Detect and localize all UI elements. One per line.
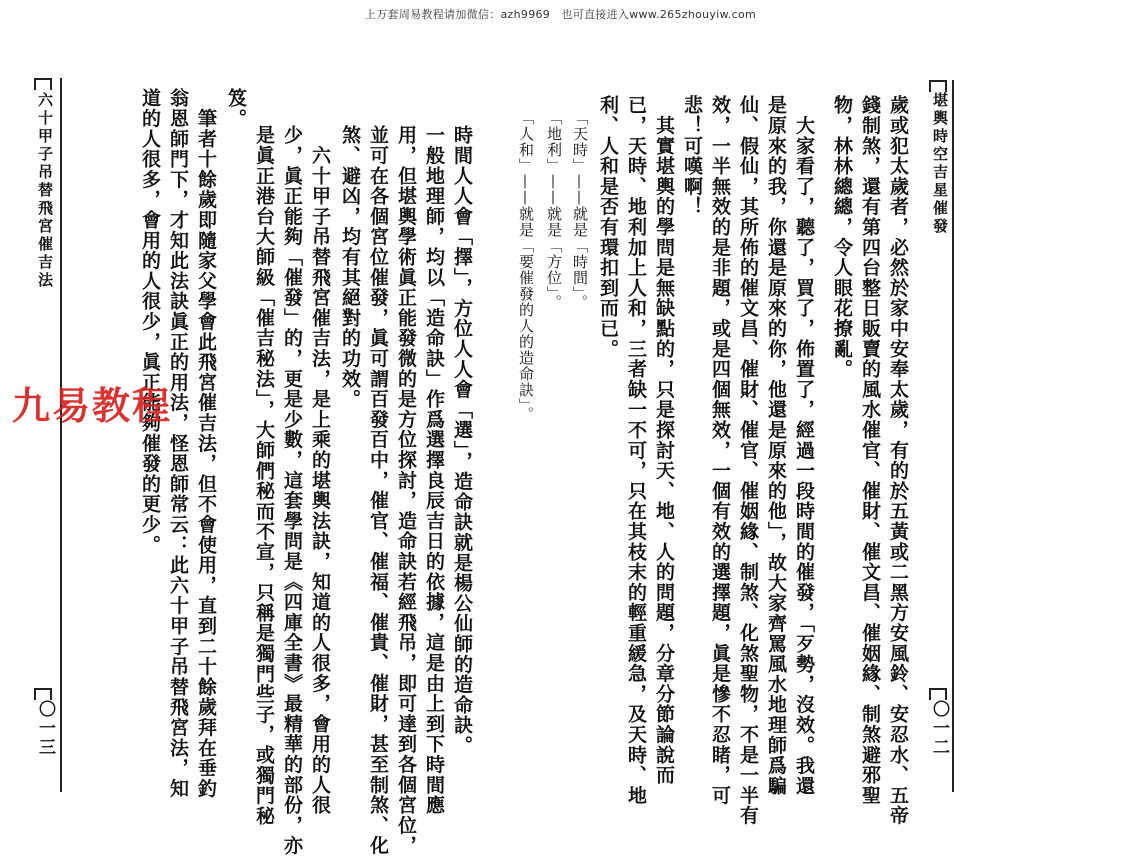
text-column: 筆者十餘歲即隨家父學會此飛宮催吉法，但不會使用，直到二十餘歲拜在垂釣 — [195, 88, 217, 799]
text-column: 一般地理師，均以「造命訣」作爲選擇良辰吉日的依據，這是由上到下時間應 — [423, 125, 445, 816]
text-column: 是眞正港台大師級「催吉秘法」，大師們秘而不宣，只稱是獨門些子，或獨門秘 — [253, 125, 275, 826]
watermark-logo: 九易教程 — [12, 384, 173, 428]
text-column: 仙、假仙，其所佈的催文昌、催財、催官、催姻緣、制煞、化煞聖物，不是一半有 — [737, 95, 759, 826]
header-corner-mark — [929, 80, 947, 92]
text-column: 「天時」——就是「時間」。 — [571, 110, 589, 311]
text-column: 煞、避凶，均有其絕對的功效。 — [339, 125, 361, 410]
text-column: 利、人和是否有環扣到而已。 — [597, 95, 619, 359]
right-page-rule — [952, 80, 954, 792]
text-column: 用，但堪輿學術眞正能發微的是方位探討，造命訣若經飛吊，即可達到各個宮位， — [395, 125, 417, 856]
page-number-corner-mark — [929, 688, 947, 700]
text-column: 物，林林總總，令人眼花撩亂。 — [831, 95, 853, 380]
text-column: 道的人很多，會用的人很少，眞正能夠催發的更少。 — [139, 88, 161, 555]
text-column: 已，天時、地利加上人和，三者缺一不可，只在其枝末的輕重緩急，及天時、地 — [625, 95, 647, 806]
text-column: 悲！可嘆啊！ — [681, 95, 703, 217]
right-page-header: 堪輿時空吉星催發 — [931, 92, 949, 236]
text-column: 並可在各個宮位催發，眞可謂百發百中，催官、催福、催貴、催財，甚至制煞、化 — [367, 125, 389, 856]
text-column: 歲或犯太歲者，必然於家中安奉太歲，有的於五黃或二黑方安風鈴、安忍水、五帝 — [887, 95, 909, 826]
text-column: 大家看了，聽了，買了，佈置了，經過一段時間的催發，「歹勢，沒效。我還 — [793, 95, 815, 796]
text-column: 時間人人會「擇」，方位人人會「選」，造命訣就是楊公仙師的造命訣。 — [451, 125, 473, 756]
page-number-corner-mark — [34, 688, 52, 700]
text-column: 其實堪輿的學問是無缺點的，只是探討天、地、人的問題，分章分節論說而 — [653, 95, 675, 786]
left-page-number: 〇一三 — [35, 700, 55, 757]
left-page-header: 六十甲子吊替飛宮催吉法 — [36, 92, 54, 290]
top-banner: 上万套周易教程请加微信：azh9969 也可直接进入www.265zhouyiw.com — [364, 8, 757, 21]
text-column: 效，一半無效的是非題，或是四個無效，一個有效的選擇題，眞是慘不忍睹，可 — [709, 95, 731, 806]
text-column: 翁恩師門下，才知此法訣眞正的用法，怪恩師常云：此六十甲子吊替飛宮法，知 — [167, 88, 189, 799]
header-corner-mark — [34, 78, 52, 90]
left-page-rule — [60, 78, 62, 792]
text-column: 「人和」——就是「要催發的人的造命訣」。 — [517, 110, 535, 423]
right-page-number: 〇一二 — [929, 700, 949, 757]
text-column: 六十甲子吊替飛宮催吉法，是上乘的堪輿法訣，知道的人很多，會用的人很 — [309, 125, 331, 816]
text-column: 少，眞正能夠「催發」的，更是少數，這套學問是《四庫全書》最精華的部份，亦 — [281, 125, 303, 856]
text-column: 錢制煞，還有第四台整日販賣的風水催官、催財、催文昌、催姻緣、制煞避邪聖 — [859, 95, 881, 806]
text-column: 笈。 — [225, 88, 247, 129]
text-column: 「地利」——就是「方位」。 — [545, 110, 563, 311]
text-column: 是原來的我，你還是原來的你，他還是原來的他」，故大家齊罵風水地理師爲騙 — [765, 95, 787, 796]
